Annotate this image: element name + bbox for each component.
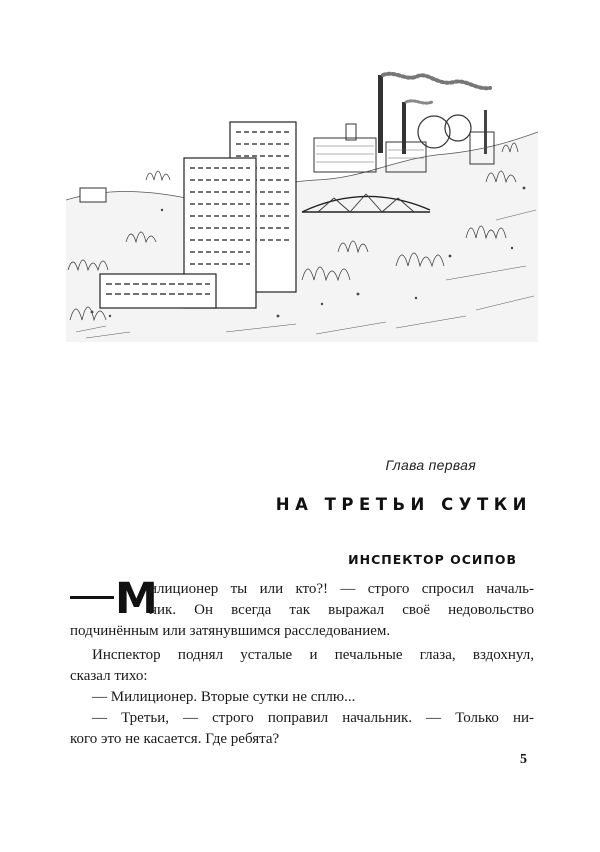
paragraph-line: — Милиционер. Вторые сутки не сплю... <box>92 689 356 705</box>
paragraph-line: сказал тихо: <box>70 668 148 684</box>
paragraph-line: илиционер ты или кто?! — строго спросил началь- <box>149 581 534 597</box>
page-number: 5 <box>520 752 527 767</box>
paragraph-line: Инспектор поднял усталые и печальные глаза, вздохнул, <box>92 647 534 663</box>
paragraph-line: — Третьи, — строго поправил начальник. — Только ни- <box>92 710 534 726</box>
paragraph-line: ник. Он всегда так выражал своё недовольство <box>149 602 534 618</box>
section-title: ИНСПЕКТОР ОСИПОВ <box>348 552 517 567</box>
chapter-label: Глава первая <box>385 457 476 473</box>
chapter-illustration <box>66 70 538 342</box>
opening-dash <box>70 596 114 599</box>
paragraph-line: подчинённым или затянувшимся расследованием. <box>70 623 391 639</box>
paragraph-line: кого это не касается. Где ребята? <box>70 731 280 747</box>
drop-cap: М <box>115 574 158 624</box>
chapter-title: НА ТРЕТЬИ СУТКИ <box>275 495 532 514</box>
